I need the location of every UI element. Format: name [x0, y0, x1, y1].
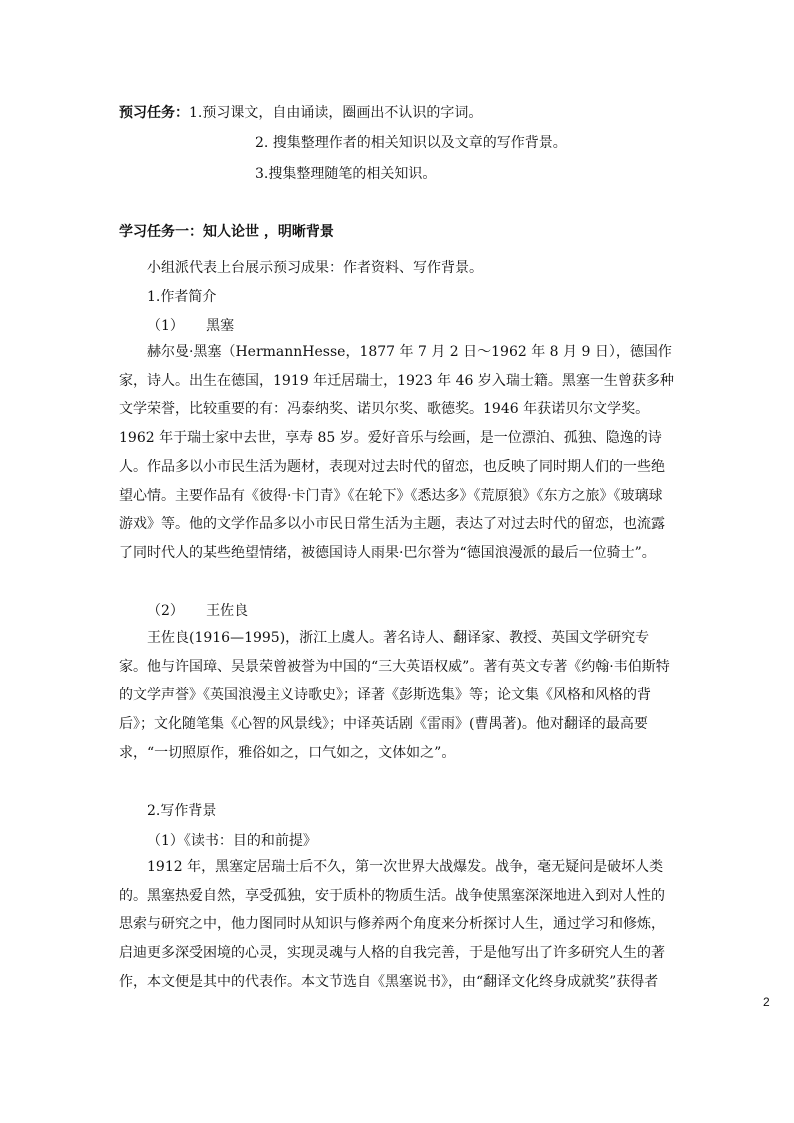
page-number: 2 [763, 995, 770, 1009]
background-section-title: 2.写作背景 [147, 803, 217, 819]
hesse-label: （1） 黑塞 [147, 318, 235, 334]
preview-item-1: 1.预习课文，自由诵读，圈画出不认识的字词。 [189, 105, 483, 121]
preview-item-2: 2. 搜集整理作者的相关知识以及文章的写作背景。 [255, 135, 567, 151]
hesse-bio: 赫尔曼·黑塞（HermannHesse，1877 年 7 月 2 日～1962 年 8 月 9 日），德国作家，诗人。出生在德国，1919 年迁居瑞士，1923 年 46 岁入瑞士籍。黑塞一生曾获多种文学荣誉，比较重要的有：冯泰纳奖、诺贝尔奖、歌德奖。1946 年获诺贝尔文学奖。1962 年于瑞士家中去世，享寿 85 岁。爱好音乐与绘画，是一位漂泊、孤独、隐逸的诗人。作品多以小市民生活为题材，表现对过去时代的留恋，也反映了同时期人们的一些绝望心情。主要作品有《彼得·卡门青》《在轮下》《悉达多》《荒原狼》《东方之旅》《玻璃球游戏》等。他的文学作品多以小市民日常生活为主题，表达了对过去时代的留恋，也流露了同时代人的某些绝望情绪，被德国诗人雨果·巴尔誉为“德国浪漫派的最后一位骑士”。 [119, 344, 674, 561]
preview-line-1 [119, 104, 482, 122]
wang-bio: 王佐良(1916—1995)，浙江上虞人。著名诗人、翻译家、教授、英国文学研究专家。他与许国璋、吴景荣曾被誉为中国的“三大英语权威”。著有英文专著《约翰·韦伯斯特的文学声誉》《英国浪漫主义诗歌史》；译著《彭斯选集》等；论文集《风格和风格的背后》；文化随笔集《心智的风景线》；中译英话剧《雷雨》(曹禺著)。他对翻译的最高要求，“一切照原作，雅俗如之，口气如之，文体如之”。 [119, 630, 670, 761]
preview-heading: 预习任务： [119, 105, 189, 121]
reading-background: 1912 年，黑塞定居瑞士后不久，第一次世界大战爆发。战争，毫无疑问是破坏人类的。黑塞热爱自然，享受孤独，安于质朴的物质生活。战争使黑塞深深地进入到对人性的思索与研究之中，他力图同时从知识与修养两个角度来分析探讨人生，通过学习和修炼，启迪更多深受困境的心灵，实现灵魂与人格的自我完善，于是他写出了许多研究人生的著作，本文便是其中的代表作。本文节选自《黑塞说书》，由“翻译文化终身成就奖”获得者 [119, 859, 665, 990]
task1-heading: 学习任务一：知人论世 ，明晰背景 [119, 224, 334, 240]
wang-label: （2） 王佐良 [147, 603, 249, 619]
preview-item-3: 3.搜集整理随笔的相关知识。 [255, 166, 437, 182]
task1-intro: 小组派代表上台展示预习成果：作者资料、写作背景。 [147, 260, 483, 276]
reading-label: （1）《读书：目的和前提》 [147, 833, 317, 849]
author-section-title: 1.作者简介 [147, 289, 217, 305]
